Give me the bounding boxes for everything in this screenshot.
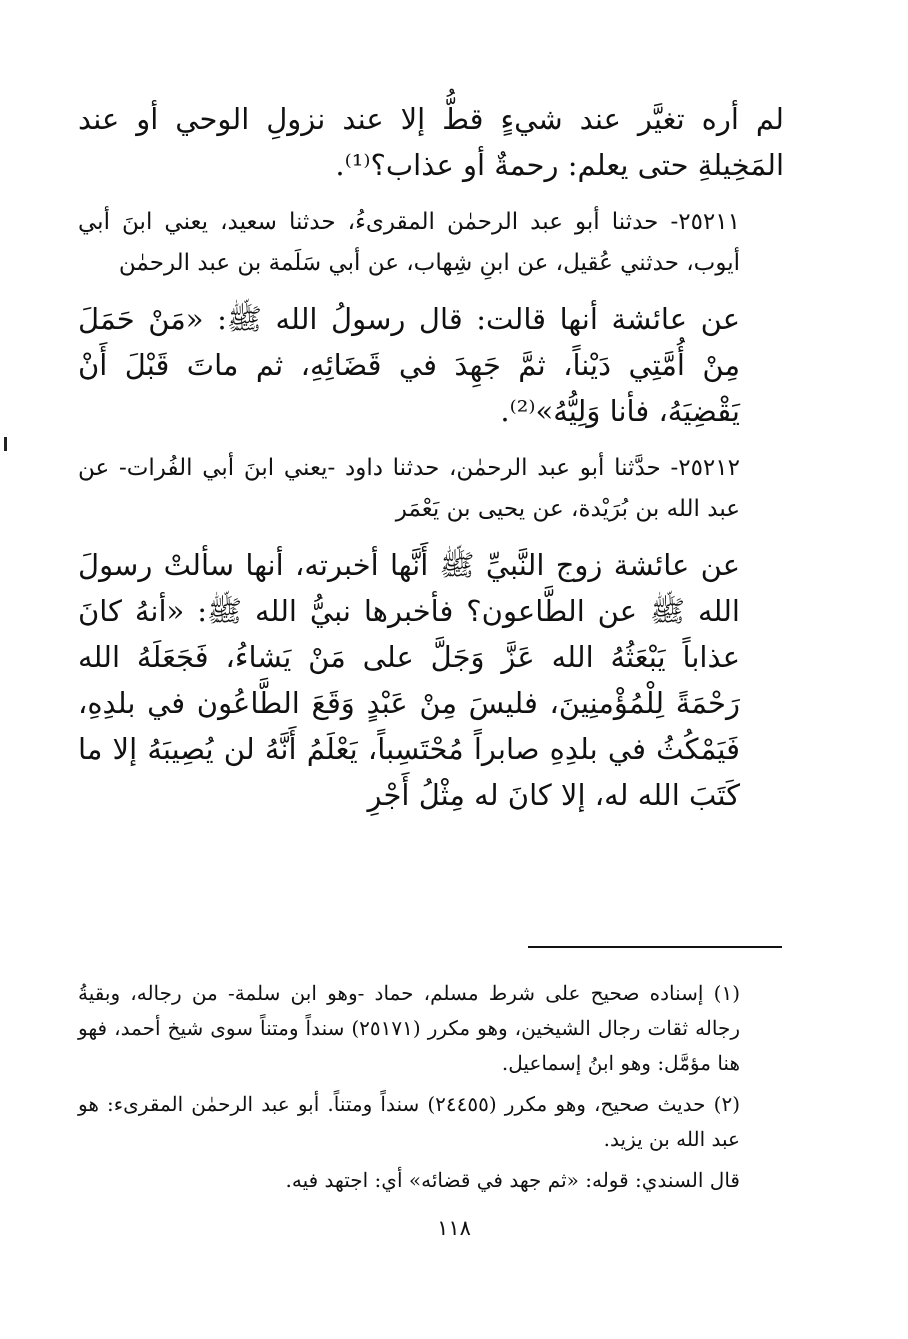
hadith-25211-isnad: [78, 202, 784, 284]
hadith-25212-isnad: [78, 448, 784, 530]
isnad-25212: ٢٥٢١٢- حدَّثنا أبو عبد الرحمٰن، حدثنا داود -يعني ابنَ أبي الفُرات- عن عبد الله بن بُرَيْدة، عن يحيى بن يَعْمَر: [78, 455, 740, 522]
scan-artifact: [4, 437, 7, 451]
matn-25212: عن عائشة زوج النَّبيِّ ﷺ أَنَّها أخبرته، أنها سألتْ رسولَ الله ﷺ عن الطَّاعون؟ فأخبرها نبيُّ الله ﷺ: «أنهُ كانَ عذاباً يَبْعَثُهُ الله عَزَّ وَجَلَّ على مَنْ يَشاءُ، فَجَعَلَهُ الله رَحْمَةً لِلْمُؤْمنِينَ، فليسَ مِنْ عَبْدٍ وَقَعَ الطَّاعُون في بلدِهِ، فَيَمْكُثُ في بلدِهِ صابراً مُحْتَسِباً، يَعْلَمُ أَنَّهُ لن يُصِيبَهُ إلا ما كَتَبَ الله له، إلا كانَ له مِثْلُ أَجْرِ: [78, 548, 740, 812]
footnotes: [78, 976, 784, 1204]
footnote-3: قال السندي: قوله: «ثم جهد في قضائه» أي: اجتهد فيه.: [285, 1168, 740, 1192]
page-number: ١١٨: [437, 1216, 471, 1240]
footnote-1: (١) إسناده صحيح على شرط مسلم، حماد -وهو ابن سلمة- من رجاله، وبقيةُ رجاله ثقات رجال الشيخين، وهو مكرر (٢٥١٧١) سنداً ومتناً سوى شيخ أحمد، فهو هنا مؤمَّل: وهو ابنُ إسماعيل.: [78, 981, 740, 1075]
hadith-25211-matn: [78, 296, 784, 434]
footnote-divider: [528, 946, 782, 948]
paragraph-continuation: [78, 96, 784, 188]
hadith-matn-1: لم أره تغيَّر عند شيءٍ قطُّ إلا عند نزولِ الوحي أو عند المَخِيلةِ حتى يعلم: رحمةٌ أو عذاب؟⁽¹⁾.: [78, 102, 784, 182]
hadith-25212-matn: [78, 542, 784, 818]
footnote-2: (٢) حديث صحيح، وهو مكرر (٢٤٤٥٥) سنداً ومتناً. أبو عبد الرحمٰن المقرىء: هو عبد الله بن يزيد.: [78, 1092, 740, 1151]
main-text: [78, 96, 784, 830]
isnad-25211: ٢٥٢١١- حدثنا أبو عبد الرحمٰن المقرىءُ، حدثنا سعيد، يعني ابنَ أبي أيوب، حدثني عُقيل، عن ابنِ شِهاب، عن أبي سَلَمة بن عبد الرحمٰن: [78, 209, 740, 276]
matn-25211: عن عائشة أنها قالت: قال رسولُ الله ﷺ: «مَنْ حَمَلَ مِنْ أُمَّتِي دَيْناً، ثمَّ جَهِدَ في قَضَائِهِ، ثم ماتَ قَبْلَ أَنْ يَقْضِيَهُ، فأنا وَلِيُّهُ»⁽²⁾.: [78, 302, 740, 428]
